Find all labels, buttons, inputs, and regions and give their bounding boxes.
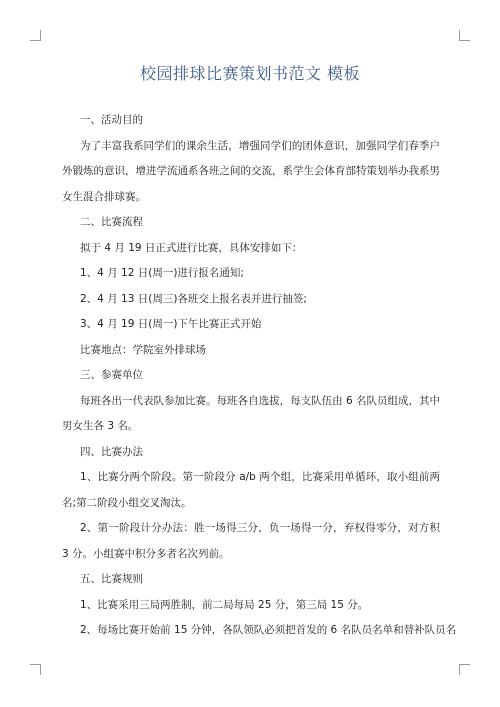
method-item-1: 1、比赛分两个阶段。第一阶段分 a/b 两个组，比赛采用单循环，取小组前两名;第二阶段小组交叉淘汰。 xyxy=(62,471,440,509)
document-title: 校园排球比赛策划书范文 模板 xyxy=(139,64,361,83)
process-item-3: 3、4 月 19 日(周一)下午比赛正式开始 xyxy=(80,318,262,330)
section-heading-participants: 三、参赛单位 xyxy=(80,369,143,381)
rules-item-2: 2、每场比赛开始前 15 分钟，各队领队必须把首发的 6 名队员名单和替补队员名 xyxy=(80,624,457,636)
process-item-1: 1、4 月 12 日(周一)进行报名通知; xyxy=(80,267,244,279)
crop-mark-top-right xyxy=(459,30,470,41)
process-item-2: 2、4 月 13 日(周三)各班交上报名表并进行抽签; xyxy=(80,292,307,305)
section-heading-purpose: 一、活动目的 xyxy=(80,114,143,126)
document-body xyxy=(62,108,457,644)
section-heading-process: 二、比赛流程 xyxy=(80,216,143,228)
section-body-purpose: 为了丰富我系同学们的课余生活，增强同学们的团体意识，加强同学们春季户外锻炼的意识，增进学流通系各班之间的交流，系学生会体育部特策划举办我系男女生混合排球赛。 xyxy=(62,139,440,203)
process-intro: 拟于 4 月 19 日正式进行比赛，具体安排如下： xyxy=(80,241,303,254)
section-heading-rules: 五、比赛规则 xyxy=(80,573,143,585)
section-body-participants: 每班各出一代表队参加比赛。每班各自选拔，每支队伍由 6 名队员组成，其中男女生各 3 名。 xyxy=(62,394,440,432)
process-venue: 比赛地点：学院室外排球场 xyxy=(80,343,206,356)
crop-mark-bottom-right xyxy=(459,664,470,675)
section-heading-method: 四、比赛办法 xyxy=(80,445,143,458)
crop-mark-top-left xyxy=(30,30,41,41)
method-item-2: 2、第一阶段计分办法：胜一场得三分，负一场得一分，弃权得零分，对方积 3 分。小组赛中积分多者名次列前。 xyxy=(62,522,440,560)
crop-mark-bottom-left xyxy=(30,664,41,675)
rules-item-1: 1、比赛采用三局两胜制，前二局每局 25 分，第三局 15 分。 xyxy=(80,598,369,611)
